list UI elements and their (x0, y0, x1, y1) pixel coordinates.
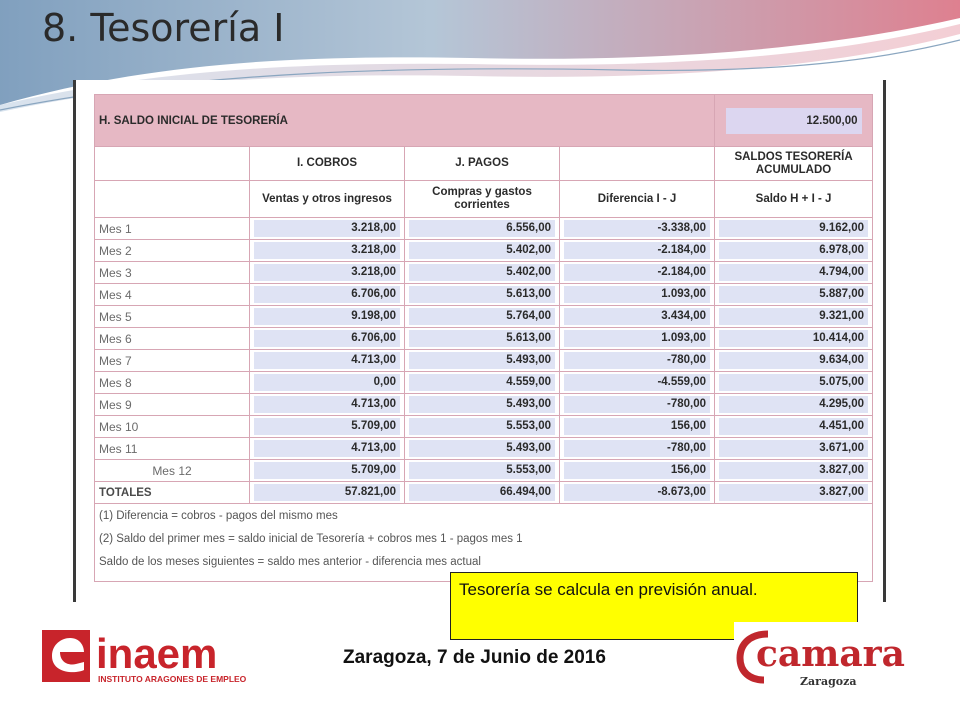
note-line: (1) Diferencia = cobros - pagos del mismo mes (99, 510, 338, 522)
value-cobros: 6.706,00 (254, 286, 400, 303)
value-saldo: 5.075,00 (719, 374, 868, 391)
value-cobros: 3.218,00 (254, 220, 400, 237)
cell-diferencia (560, 372, 715, 394)
cell-pagos (405, 284, 560, 306)
cell-cobros (250, 262, 405, 284)
value-diferencia: 3.434,00 (564, 308, 710, 325)
value-saldo: 9.162,00 (719, 220, 868, 237)
value-pagos: 5.764,00 (409, 308, 555, 325)
value-cobros: 3.218,00 (254, 264, 400, 281)
cell-pagos (405, 416, 560, 438)
value-saldo: 4.794,00 (719, 264, 868, 281)
month-rows (95, 218, 873, 482)
cell-diferencia (560, 460, 715, 482)
cell-saldo (715, 416, 873, 438)
value-pagos: 5.402,00 (409, 264, 555, 281)
totals-row (95, 482, 873, 504)
cell-diferencia (560, 240, 715, 262)
value-cobros: 3.218,00 (254, 242, 400, 259)
table-row (95, 218, 873, 240)
initial-balance-row (95, 95, 873, 147)
value-pagos: 5.493,00 (409, 440, 555, 457)
empty-header-cell (95, 147, 250, 181)
value-saldo: 4.451,00 (719, 418, 868, 435)
cell-pagos (405, 350, 560, 372)
value-pagos: 5.493,00 (409, 396, 555, 413)
cell-pagos (405, 372, 560, 394)
camara-logo (734, 622, 914, 692)
cell-saldo (715, 372, 873, 394)
month-label: Mes 2 (95, 240, 250, 262)
inaem-logo-subtitle: INSTITUTO ARAGONES DE EMPLEO (98, 674, 247, 684)
value-cobros: 4.713,00 (254, 396, 400, 413)
cell-pagos (405, 460, 560, 482)
subheader-diferencia: Diferencia I - J (560, 181, 715, 218)
month-label: Mes 9 (95, 394, 250, 416)
cell-diferencia (560, 416, 715, 438)
value-diferencia: 156,00 (564, 462, 710, 479)
table-row (95, 284, 873, 306)
slide-title: 8. Tesorería I (42, 6, 285, 50)
cell-diferencia (560, 306, 715, 328)
table-row (95, 438, 873, 460)
footer-date: Zaragoza, 7 de Junio de 2016 (343, 647, 606, 668)
camara-logo-word: camara (756, 633, 905, 675)
cell-saldo (715, 328, 873, 350)
header-pagos: J. PAGOS (405, 147, 560, 181)
table-row (95, 460, 873, 482)
cell-saldo (715, 240, 873, 262)
cell-diferencia (560, 394, 715, 416)
cell-cobros (250, 416, 405, 438)
cell-pagos (405, 262, 560, 284)
value-pagos: 5.613,00 (409, 286, 555, 303)
initial-balance-label: H. SALDO INICIAL DE TESORERÍA (95, 95, 715, 147)
table-row (95, 262, 873, 284)
value-pagos: 5.613,00 (409, 330, 555, 347)
subheader-saldo: Saldo H + I - J (715, 181, 873, 218)
value-diferencia: -780,00 (564, 440, 710, 457)
header-saldos: SALDOS TESORERÍA ACUMULADO (715, 147, 873, 181)
value-saldo: 3.671,00 (719, 440, 868, 457)
totals-cobros: 57.821,00 (254, 484, 400, 501)
value-diferencia: -3.338,00 (564, 220, 710, 237)
month-label: Mes 11 (95, 438, 250, 460)
totals-diferencia: -8.673,00 (564, 484, 710, 501)
callout-note: Tesorería se calcula en previsión anual. (450, 572, 858, 640)
header-cobros: I. COBROS (250, 147, 405, 181)
cell-cobros (250, 372, 405, 394)
note-line: (2) Saldo del primer mes = saldo inicial de Tesorería + cobros mes 1 - pagos mes 1 (99, 533, 523, 545)
month-label: Mes 5 (95, 306, 250, 328)
empty-header-cell (560, 147, 715, 181)
cell-pagos (405, 240, 560, 262)
table-row (95, 350, 873, 372)
cell-pagos (405, 394, 560, 416)
value-diferencia: 1.093,00 (564, 286, 710, 303)
cell-cobros (250, 218, 405, 240)
notes-row (95, 504, 873, 582)
subheader-row (95, 181, 873, 218)
cell-diferencia (560, 262, 715, 284)
cell-diferencia (560, 328, 715, 350)
inaem-logo-word: inaem (96, 630, 218, 677)
cell-cobros (250, 438, 405, 460)
value-saldo: 9.321,00 (719, 308, 868, 325)
table-row (95, 306, 873, 328)
notes-cell (95, 504, 873, 582)
cell-saldo (715, 394, 873, 416)
value-cobros: 9.198,00 (254, 308, 400, 325)
table-row (95, 394, 873, 416)
value-pagos: 5.553,00 (409, 462, 555, 479)
value-saldo: 4.295,00 (719, 396, 868, 413)
cell-cobros (250, 328, 405, 350)
totals-label: TOTALES (95, 482, 250, 504)
cell-cobros (250, 460, 405, 482)
subheader-cobros: Ventas y otros ingresos (250, 181, 405, 218)
value-saldo: 3.827,00 (719, 462, 868, 479)
cell-saldo (715, 438, 873, 460)
month-label: Mes 8 (95, 372, 250, 394)
cell-saldo (715, 284, 873, 306)
value-pagos: 5.493,00 (409, 352, 555, 369)
cell-saldo (715, 262, 873, 284)
month-label: Mes 4 (95, 284, 250, 306)
month-label: Mes 12 (95, 460, 250, 482)
value-cobros: 4.713,00 (254, 352, 400, 369)
cell-diferencia (560, 218, 715, 240)
value-cobros: 4.713,00 (254, 440, 400, 457)
value-diferencia: -4.559,00 (564, 374, 710, 391)
note-line: Saldo de los meses siguientes = saldo mes anterior - diferencia mes actual (99, 556, 481, 568)
totals-pagos: 66.494,00 (409, 484, 555, 501)
value-saldo: 9.634,00 (719, 352, 868, 369)
value-cobros: 5.709,00 (254, 418, 400, 435)
month-label: Mes 7 (95, 350, 250, 372)
initial-balance-cell (715, 95, 873, 147)
treasury-table (94, 94, 873, 582)
value-saldo: 6.978,00 (719, 242, 868, 259)
table-row (95, 240, 873, 262)
subheader-pagos: Compras y gastos corrientes (405, 181, 560, 218)
camara-logo-subtitle: Zaragoza (800, 675, 857, 688)
month-label: Mes 6 (95, 328, 250, 350)
value-pagos: 6.556,00 (409, 220, 555, 237)
value-diferencia: 156,00 (564, 418, 710, 435)
value-diferencia: -2.184,00 (564, 242, 710, 259)
column-header-row (95, 147, 873, 181)
value-cobros: 5.709,00 (254, 462, 400, 479)
table-row (95, 328, 873, 350)
cell-pagos (405, 328, 560, 350)
cell-saldo (715, 218, 873, 240)
cell-cobros (250, 284, 405, 306)
table-row (95, 372, 873, 394)
initial-balance-value: 12.500,00 (726, 108, 862, 134)
cell-cobros (250, 350, 405, 372)
value-pagos: 5.402,00 (409, 242, 555, 259)
month-label: Mes 1 (95, 218, 250, 240)
cell-saldo (715, 350, 873, 372)
cell-diferencia (560, 438, 715, 460)
value-pagos: 4.559,00 (409, 374, 555, 391)
inaem-logo (40, 622, 272, 692)
value-pagos: 5.553,00 (409, 418, 555, 435)
value-saldo: 10.414,00 (719, 330, 868, 347)
cell-diferencia (560, 350, 715, 372)
month-label: Mes 10 (95, 416, 250, 438)
totals-saldo: 3.827,00 (719, 484, 868, 501)
value-diferencia: 1.093,00 (564, 330, 710, 347)
table-row (95, 416, 873, 438)
month-label: Mes 3 (95, 262, 250, 284)
cell-cobros (250, 240, 405, 262)
value-diferencia: -2.184,00 (564, 264, 710, 281)
cell-cobros (250, 306, 405, 328)
value-saldo: 5.887,00 (719, 286, 868, 303)
cell-diferencia (560, 284, 715, 306)
cell-saldo (715, 460, 873, 482)
empty-subheader-cell (95, 181, 250, 218)
cell-cobros (250, 394, 405, 416)
treasury-table-scan (73, 80, 886, 602)
value-cobros: 6.706,00 (254, 330, 400, 347)
value-diferencia: -780,00 (564, 396, 710, 413)
value-diferencia: -780,00 (564, 352, 710, 369)
cell-pagos (405, 218, 560, 240)
cell-pagos (405, 438, 560, 460)
cell-pagos (405, 306, 560, 328)
cell-saldo (715, 306, 873, 328)
value-cobros: 0,00 (254, 374, 400, 391)
